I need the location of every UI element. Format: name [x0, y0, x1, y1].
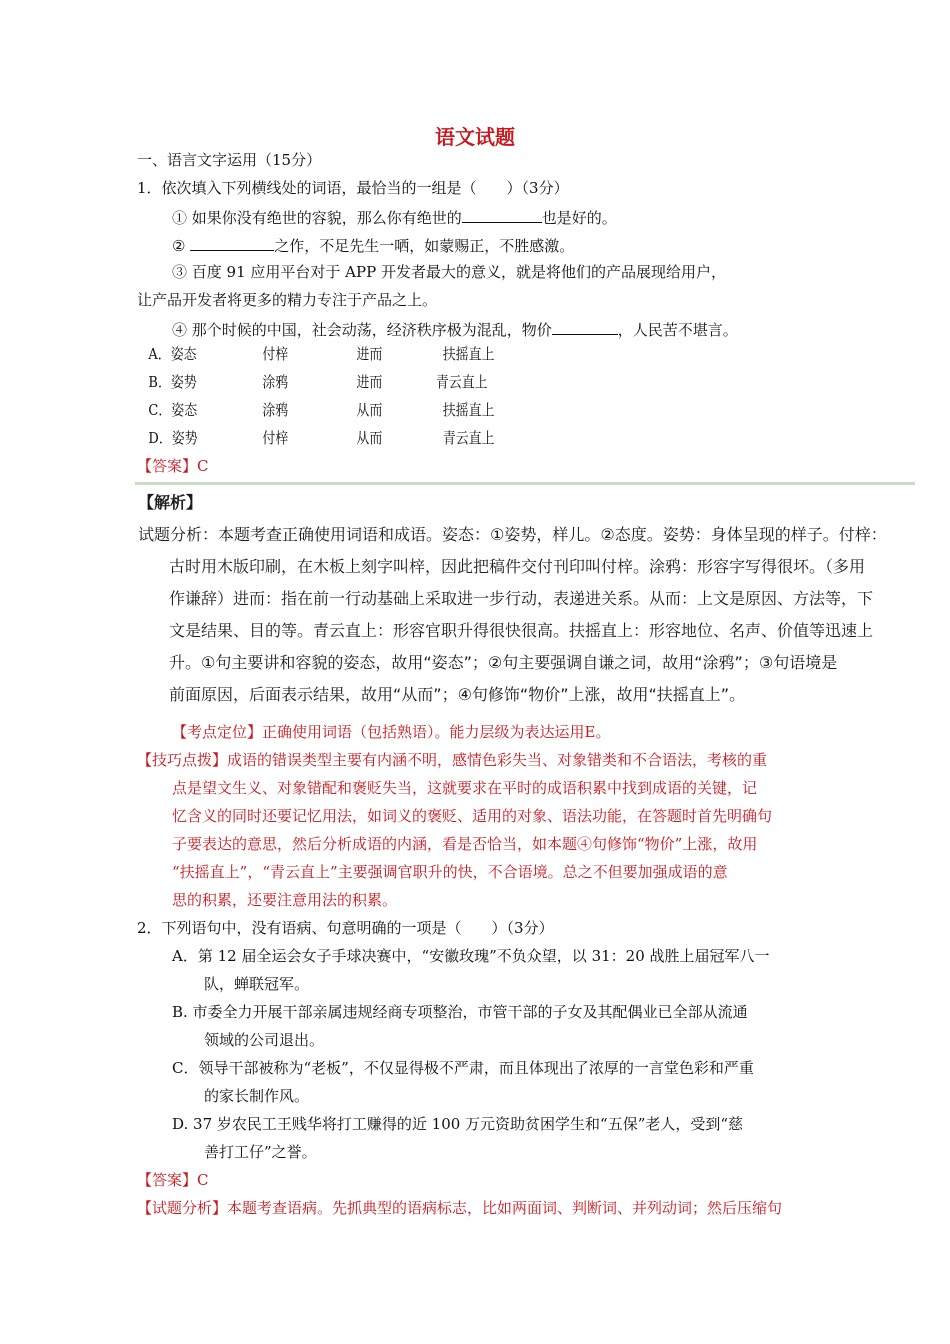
option-c-word-2: 涂鸦 [262, 401, 289, 419]
option-a-word-3: 进而 [356, 345, 383, 363]
kaodian-note: 【考点定位】正确使用词语（包括熟语）。能力层级为表达运用E。 [172, 723, 611, 741]
analysis-block [138, 492, 904, 704]
option-d-word-2: 付梓 [262, 429, 289, 447]
jiqiao-line: 【技巧点拨】成语的错误类型主要有内涵不明，感情色彩失当、对象错类和不合语法，考核的重 [137, 751, 768, 769]
q2-option-c-line-2: 的家长制作风。 [204, 1087, 310, 1105]
question-2-stem: 2．下列语句中，没有语病、句意明确的一项是（ ）（3分） [137, 919, 554, 937]
fill-blank [462, 206, 542, 223]
option-b-word-4: 青云直上 [435, 373, 488, 391]
q2-option-c-line-1: C．领导干部被称为“老板”，不仅显得极不严肃，而且体现出了浓厚的一言堂色彩和严重 [172, 1059, 754, 1077]
q2-analysis: 【试题分析】本题考查语病。先抓典型的语病标志，比如两面词、判断词、并列动词；然后压缩句 [137, 1199, 783, 1217]
analysis-line: 古时用木版印刷，在木板上刻字叫梓，因此把稿件交付刊印叫付梓。涂鸦：形容字写得很坏。（多用 [169, 557, 866, 576]
q2-option-b-line-2: 领域的公司退出。 [204, 1031, 325, 1049]
option-d-word-1: D．姿势 [148, 429, 198, 447]
jiqiao-line: 忆含义的同时还要记忆用法，如词义的褒贬、适用的对象、语法功能，在答题时首先明确句 [172, 807, 773, 825]
question-1-stem: 1．依次填入下列横线处的词语，最恰当的一组是（ ）（3分） [137, 179, 569, 197]
q1-sentence-1 [172, 206, 617, 228]
q1-sentence-4 [172, 318, 738, 340]
section-heading: 一、语言文字运用（15分） [137, 151, 322, 169]
option-a-word-1: A．姿态 [148, 345, 197, 363]
q2-option-a-line-2: 队，蝉联冠军。 [204, 975, 310, 993]
option-a-word-2: 付梓 [262, 345, 289, 363]
q2-option-d-line-2: 善打工仔”之誉。 [204, 1143, 317, 1161]
jiqiao-line: “扶摇直上”，“青云直上”主要强调官职升的快，不合语境。总之不但要加强成语的意 [172, 863, 728, 881]
q1-s1-before: ① 如果你没有绝世的容貌，那么你有绝世的 [172, 209, 462, 227]
jiqiao-line: 点是望文生义、对象错配和褒贬失当，这就要求在平时的成语积累中找到成语的关键，记 [172, 779, 758, 797]
option-c-word-1: C．姿态 [148, 401, 198, 419]
q1-sentence-3-line-2: 让产品开发者将更多的精力专注于产品之上。 [137, 291, 438, 309]
analysis-line: 升。①句主要讲和容貌的姿态，故用“姿态”；②句主要强调自谦之词，故用“涂鸦”；③句语境是 [169, 653, 838, 672]
q2-answer: 【答案】C [137, 1171, 209, 1189]
fill-blank [552, 318, 618, 335]
page-title: 语文试题 [435, 125, 515, 149]
option-d-word-3: 从而 [356, 429, 383, 447]
option-c-word-3: 从而 [356, 401, 383, 419]
q1-answer: 【答案】C [137, 457, 209, 475]
jiqiao-line: 子要表达的意思，然后分析成语的内涵，看是否恰当，如本题④句修饰“物价”上涨，故用 [172, 835, 758, 853]
q1-s4-after: ，人民苦不堪言。 [617, 321, 738, 339]
divider-rule [135, 482, 915, 485]
fill-blank [190, 234, 274, 251]
q1-sentence-3-line-1: ③ 百度 91 应用平台对于 APP 开发者最大的意义，就是将他们的产品展现给用户， [172, 263, 726, 281]
option-d-word-4: 青云直上 [442, 429, 495, 447]
option-c-word-4: 扶摇直上 [442, 401, 495, 419]
q1-s1-after: 也是好的。 [541, 209, 617, 227]
analysis-line: 前面原因，后面表示结果，故用“从而”；④句修饰“物价”上涨，故用“扶摇直上”。 [169, 685, 746, 704]
q2-option-b-line-1: B. 市委全力开展干部亲属违规经商专项整治，市管干部的子女及其配偶业已全部从流通 [172, 1003, 748, 1021]
q1-s4-before: ④ 那个时候的中国，社会动荡，经济秩序极为混乱，物价 [172, 321, 552, 339]
q2-option-d-line-1: D. 37 岁农民工王贱华将打工赚得的近 100 万元资助贫困学生和“五保”老人，受到“慈 [172, 1115, 744, 1133]
analysis-line: 作谦辞）进而：指在前一行动基础上采取进一步行动，表递进关系。从而：上文是原因、方法等，下 [169, 589, 874, 608]
option-b-word-1: B．姿势 [148, 373, 197, 391]
q1-s2-after: 之作，不足先生一哂，如蒙赐正，不胜感激。 [274, 237, 575, 255]
jiqiao-line: 思的积累，还要注意用法的积累。 [172, 891, 398, 909]
option-a-word-4: 扶摇直上 [442, 345, 495, 363]
q2-option-a-line-1: A．第 12 届全运会女子手球决赛中，“安徽玫瑰”不负众望，以 31：20 战胜上届冠军八一 [172, 947, 770, 965]
q1-sentence-2 [172, 234, 574, 256]
analysis-line: 试题分析：本题考查正确使用词语和成语。姿态：①姿势，样儿。②态度。姿势：身体呈现的样子。付梓： [138, 525, 887, 544]
analysis-heading: 【解析】 [138, 493, 203, 512]
q1-s2-before: ② [172, 237, 186, 255]
option-b-word-3: 进而 [356, 373, 383, 391]
analysis-line: 文是结果、目的等。青云直上：形容官职升得很快很高。扶摇直上：形容地位、名声、价值等迅速上 [169, 621, 874, 640]
option-b-word-2: 涂鸦 [262, 373, 289, 391]
